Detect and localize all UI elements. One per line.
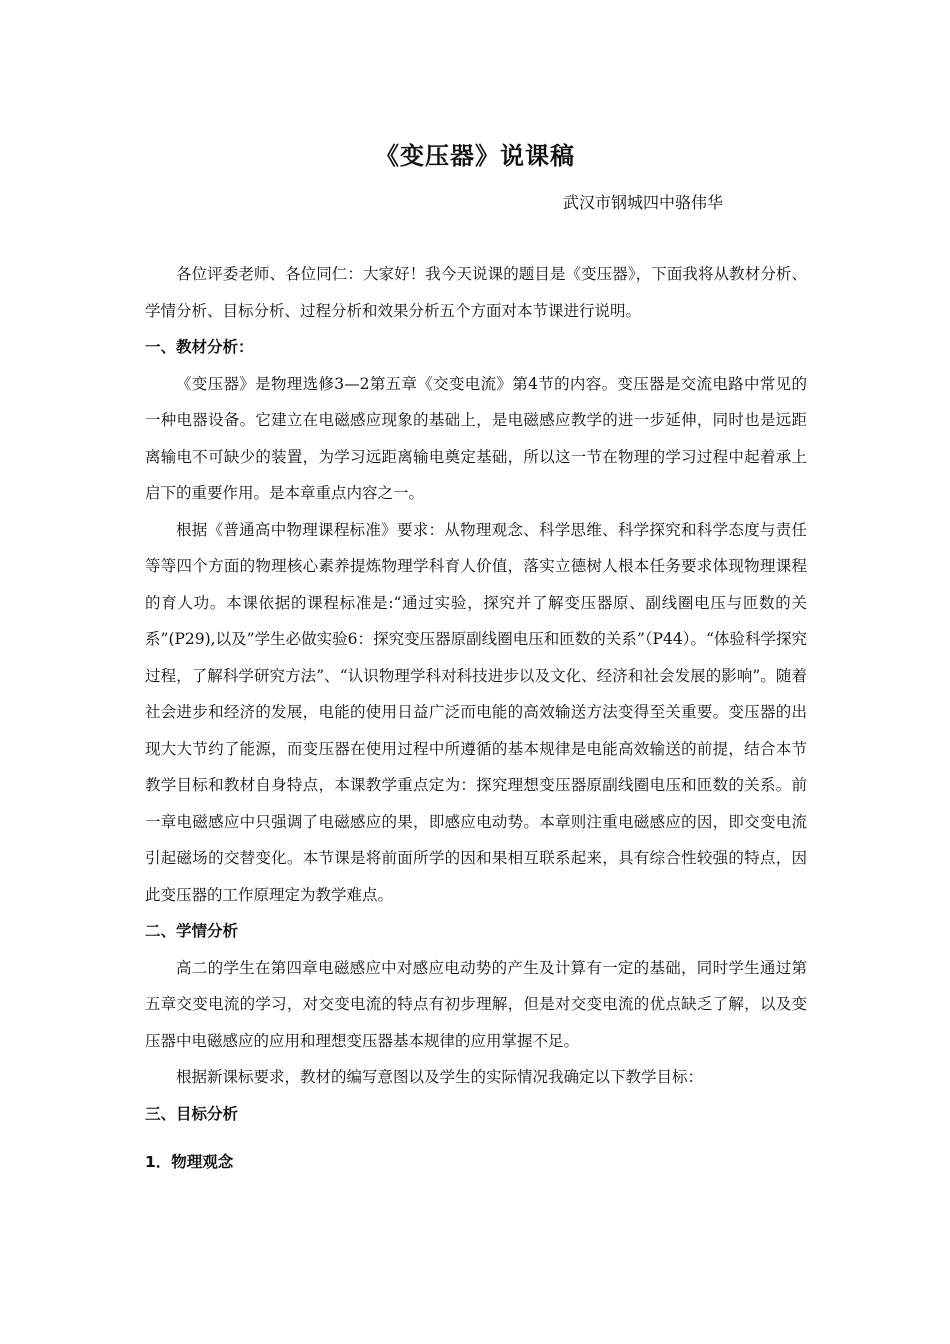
section-heading-textbook-analysis: 一、教材分析： [145,338,254,356]
subsection-heading-physics-concept: 1．物理观念 [145,1153,234,1171]
section-heading-goal-analysis: 三、目标分析 [145,1104,239,1123]
paragraph: 《变压器》是物理选修3—2第五章《交变电流》第4节的内容。变压器是交流电路中常见的一种电器设备。它建立在电磁感应现象的基础上，是电磁感应教学的进一步延伸，同时也是远距离输电不可缺少的装置，为学习远距离输电奠定基础，所以这一节在物理的学习过程中起着承上启下的重要作用。是本章重点内容之一。 [145,374,807,502]
document-body [145,256,807,1181]
document-title: 《变压器》说课稿 [375,142,575,170]
paragraph: 根据新课标要求，教材的编写意图以及学生的实际情况我确定以下教学目标： [176,1068,704,1086]
paragraph: 高二的学生在第四章电磁感应中对感应电动势的产生及计算有一定的基础，同时学生通过第五章交变电流的学习，对交变电流的特点有初步理解，但是对交变电流的优点缺乏了解，以及变压器中电磁感应的应用和理想变压器基本规律的应用掌握不足。 [145,958,807,1050]
author-line: 武汉市钢城四中骆伟华 [563,193,724,212]
intro-paragraph: 各位评委老师、各位同仁：大家好！我今天说课的题目是《变压器》，下面我将从教材分析、学情分析、目标分析、过程分析和效果分析五个方面对本节课进行说明。 [145,265,807,320]
paragraph: 根据《普通高中物理课程标准》要求：从物理观念、科学思维、科学探究和科学态度与责任等等四个方面的物理核心素养提炼物理学科育人价值，落实立德树人根本任务要求体现物理课程的育人功。本课依据的课程标准是:“通过实验，探究并了解变压器原、副线圈电压与匝数的关系”(P29),以及”学生必做实验6：探究变压器原副线圈电压和匝数的关系”（P44）。“体验科学探究过程，了解科学研究方法”、“认识物理学科对科技进步以及文化、经济和社会发展的影响”。随着社会进步和经济的发展，电能的使用日益广泛而电能的高效输送方法变得至关重要。变压器的出现大大节约了能源，而变压器在使用过程中所遵循的基本规律是电能高效输送的前提，结合本节教学目标和教材自身特点，本课教学重点定为：探究理想变压器原副线圈电压和匝数的关系。前一章电磁感应中只强调了电磁感应的果，即感应电动势。本章则注重电磁感应的因，即交变电流引起磁场的交替变化。本节课是将前面所学的因和果相互联系起来，具有综合性较强的特点，因此变压器的工作原理定为教学难点。 [145,520,807,904]
section-heading-student-analysis: 二、学情分析 [145,922,239,940]
